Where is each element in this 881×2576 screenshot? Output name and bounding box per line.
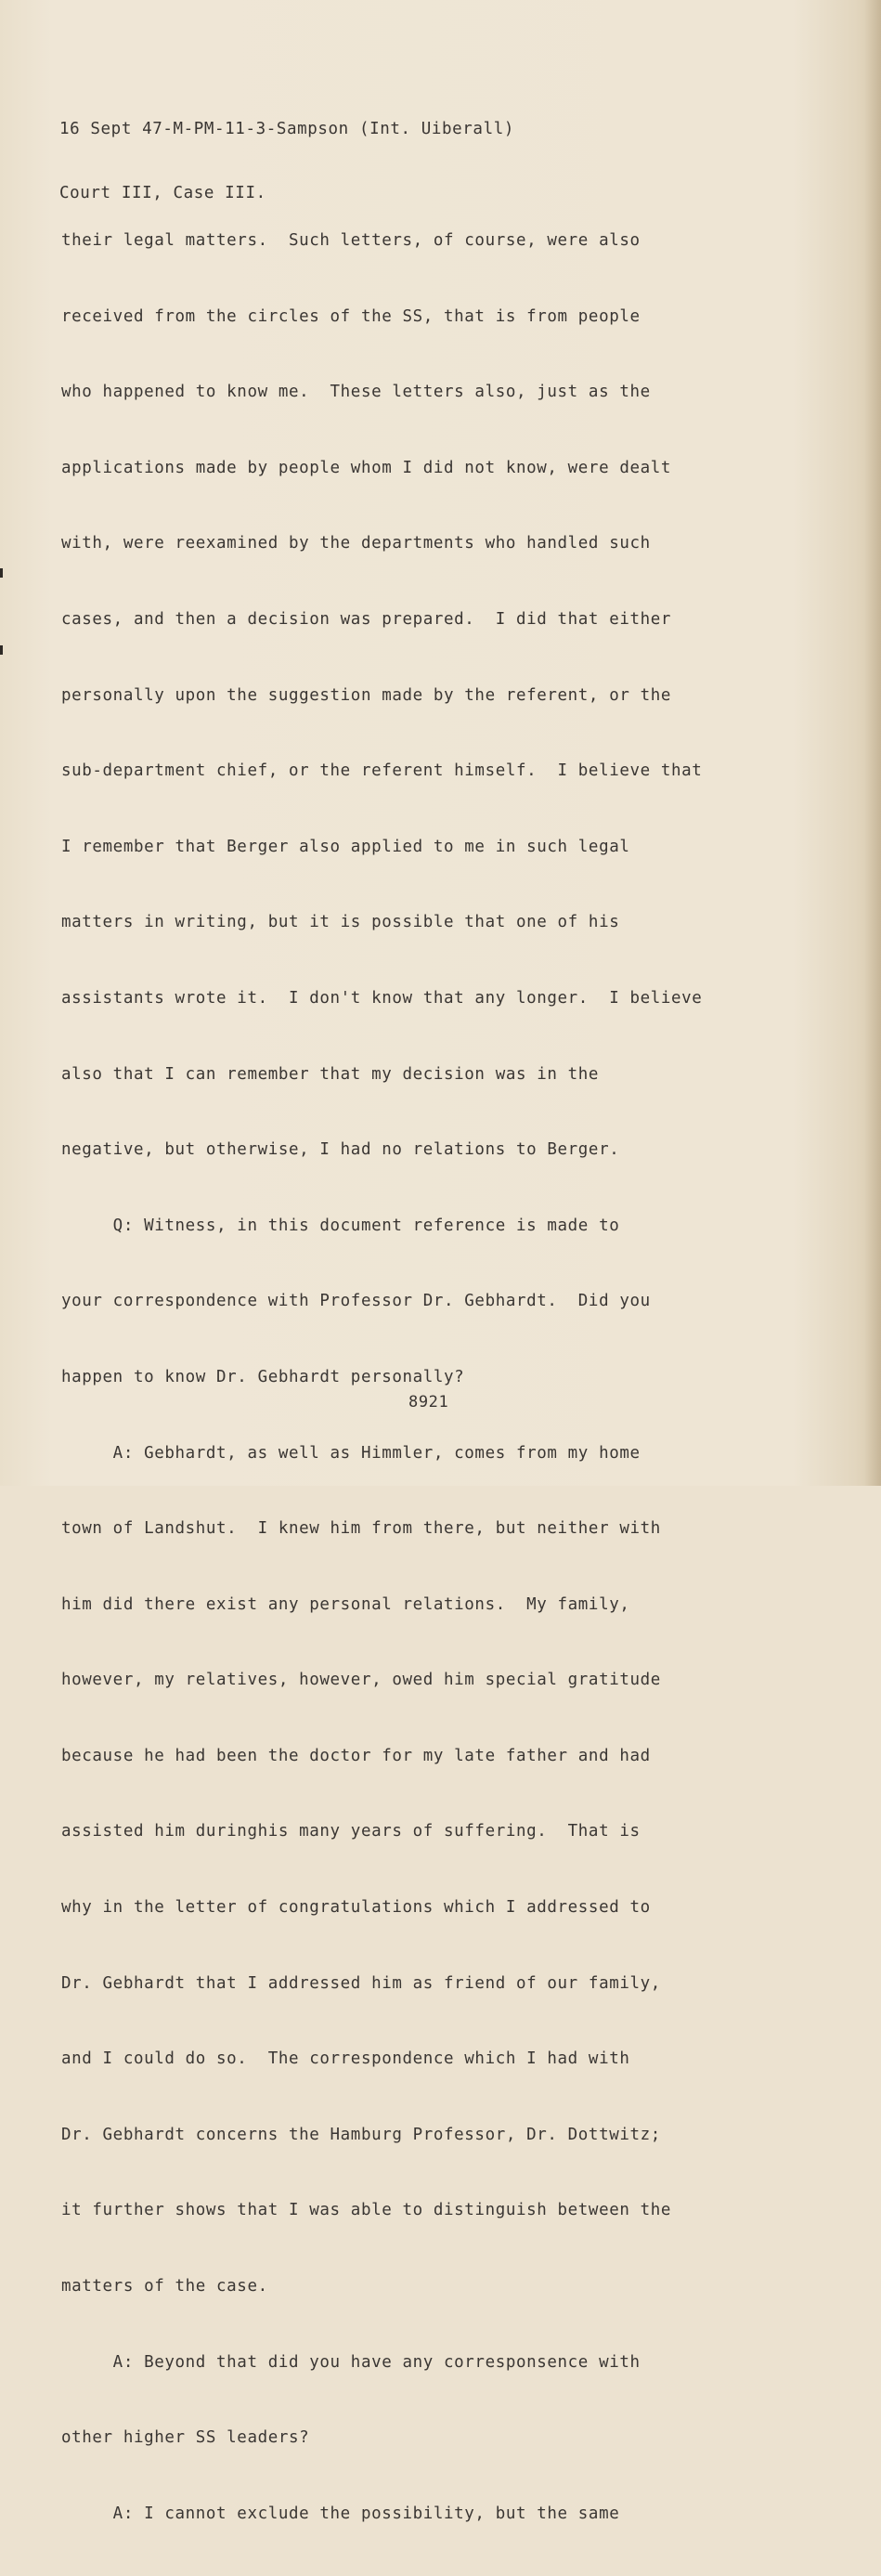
- edge-mark: [0, 645, 3, 655]
- question-line: Q: Witness, in this document reference is made to: [61, 1216, 620, 1235]
- text-line: town of Landshut. I knew him from there, but neither with: [61, 1519, 661, 1539]
- text-line: Dr. Gebhardt that I addressed him as friend of our family,: [61, 1973, 661, 1993]
- answer-line: A: I cannot exclude the possibility, but the same: [61, 2504, 620, 2523]
- answer-line: A: Gebhardt, as well as Himmler, comes from my home: [61, 1443, 641, 1463]
- text-line: matters in writing, but it is possible that one of his: [61, 913, 620, 932]
- text-line: him did there exist any personal relations. My family,: [61, 1594, 630, 1614]
- text-line: cases, and then a decision was prepared. I did that either: [61, 609, 672, 629]
- text-line: happen to know Dr. Gebhardt personally?: [61, 1367, 465, 1386]
- text-line: Dr. Gebhardt concerns the Hamburg Professor, Dr. Dottwitz;: [61, 2125, 661, 2144]
- text-line: sub-department chief, or the referent himself. I believe that: [61, 761, 703, 781]
- text-line: who happened to know me. These letters also, just as the: [61, 383, 651, 402]
- text-line: personally upon the suggestion made by the referent, or the: [61, 685, 672, 705]
- header-session-line: 16 Sept 47-M-PM-11-3-Sampson (Int. Uiberall): [59, 120, 514, 138]
- text-line: also that I can remember that my decision was in the: [61, 1064, 600, 1084]
- text-line: it further shows that I was able to distinguish between the: [61, 2201, 672, 2220]
- text-line: negative, but otherwise, I had no relations to Berger.: [61, 1140, 620, 1160]
- text-line: received from the circles of the SS, that is from people: [61, 306, 641, 326]
- text-line: other higher SS leaders?: [61, 2428, 310, 2448]
- text-line: matters of the case.: [61, 2277, 268, 2296]
- page-number: 8921: [408, 1393, 449, 1412]
- text-line: and I could do so. The correspondence which I had with: [61, 2049, 630, 2069]
- text-line: assistants wrote it. I don't know that any longer. I believe: [61, 988, 703, 1008]
- text-line: because he had been the doctor for my late father and had: [61, 1746, 651, 1765]
- testimony-body: [61, 190, 702, 2576]
- text-line: your correspondence with Professor Dr. Gebhardt. Did you: [61, 1292, 651, 1311]
- edge-mark: [0, 568, 3, 578]
- text-line: I remember that Berger also applied to me in such legal: [61, 837, 630, 856]
- text-line: their legal matters. Such letters, of course, were also: [61, 231, 641, 250]
- text-line: with, were reexamined by the departments who handled such: [61, 534, 651, 553]
- header-court-line: Court III, Case III.: [59, 184, 266, 202]
- question-line: A: Beyond that did you have any corresponsence with: [61, 2352, 641, 2372]
- text-line: why in the letter of congratulations which I addressed to: [61, 1898, 651, 1918]
- text-line: assisted him duringhis many years of suffering. That is: [61, 1822, 641, 1841]
- text-line: however, my relatives, however, owed him special gratitude: [61, 1671, 661, 1690]
- text-line: applications made by people whom I did not know, were dealt: [61, 458, 672, 477]
